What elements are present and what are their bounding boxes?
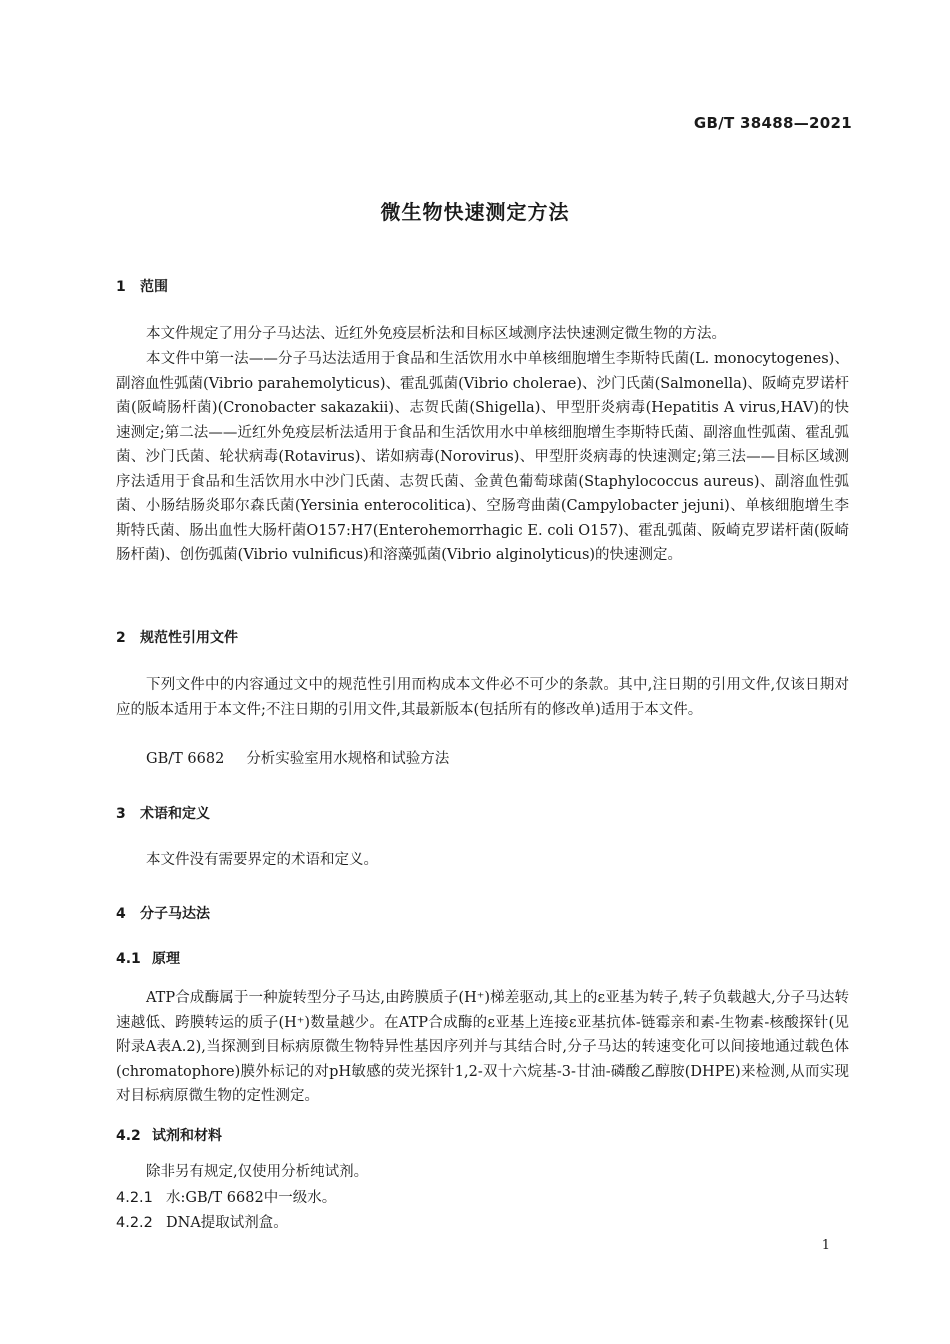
item-number: 4.2.2	[116, 1215, 153, 1231]
item-text: 水:GB/T 6682中一级水。	[166, 1190, 337, 1206]
section-title: 规范性引用文件	[140, 630, 238, 646]
section-1-heading	[116, 276, 168, 296]
section-title: 试剂和材料	[152, 1128, 222, 1144]
section-4-1-paragraph-1: ATP合成酶属于一种旋转型分子马达,由跨膜质子(H⁺)梯差驱动,其上的ε亚基为转子,转子负载越大,分子马达转速越低、跨膜转运的质子(H⁺)数量越少。在ATP合成酶的ε亚基上连接ε亚基抗体-链霉亲和素-生物素-核酸探针(见附录A表A.2),当探测到目标病原微生物特异性基因序列并与其结合时,分子马达的转速变化可以间接地通过载色体(chromatophore)膜外标记的对pH敏感的荧光探针1,2-双十六烷基-3-甘油-磷酸乙醇胺(DHPE)来检测,从而实现对目标病原微生物的定性测定。	[116, 990, 849, 1104]
normative-reference	[116, 747, 849, 772]
section-1-paragraph-2: 本文件中第一法——分子马达法适用于食品和生活饮用水中单核细胞增生李斯特氏菌(L. monocytogenes)、副溶血性弧菌(Vibrio parahemolyticus)、霍乱弧菌(Vibrio cholerae)、沙门氏菌(Salmonella)、阪崎克罗诺杆菌(阪崎肠杆菌)(Cronobacter sakazakii)、志贺氏菌(Shigella)、甲型肝炎病毒(Hepatitis A virus,HAV)的快速测定;第二法——近红外免疫层析法适用于食品和生活饮用水中单核细胞增生李斯特氏菌、副溶血性弧菌、霍乱弧菌、沙门氏菌、轮状病毒(Rotavirus)、诺如病毒(Norovirus)、甲型肝炎病毒的快速测定;第三法——目标区域测序法适用于食品和生活饮用水中沙门氏菌、志贺氏菌、金黄色葡萄球菌(Staphylococcus aureus)、副溶血性弧菌、小肠结肠炎耶尔森氏菌(Yersinia enterocolitica)、空肠弯曲菌(Campylobacter jejuni)、单核细胞增生李斯特氏菌、肠出血性大肠杆菌O157:H7(Enterohemorrhagic E. coli O157)、霍乱弧菌、阪崎克罗诺杆菌(阪崎肠杆菌)、创伤弧菌(Vibrio vulnificus)和溶藻弧菌(Vibrio alginolyticus)的快速测定。	[116, 351, 849, 563]
standard-code: GB/T 38488—2021	[693, 114, 852, 132]
section-number: 2	[116, 630, 126, 646]
section-number: 4.1	[116, 951, 141, 967]
reference-code: GB/T 6682	[146, 751, 225, 767]
section-title: 术语和定义	[140, 806, 210, 822]
section-4-2-heading	[116, 1125, 222, 1145]
list-item	[116, 1211, 288, 1232]
page-number: 1	[821, 1238, 830, 1253]
item-text: DNA提取试剂盒。	[166, 1215, 288, 1231]
item-number: 4.2.1	[116, 1190, 153, 1206]
section-title: 原理	[152, 951, 180, 967]
section-3-paragraph-1: 本文件没有需要界定的术语和定义。	[146, 852, 378, 868]
reference-title: 分析实验室用水规格和试验方法	[246, 751, 450, 767]
section-2-paragraph-1: 下列文件中的内容通过文中的规范性引用而构成本文件必不可少的条款。其中,注日期的引用文件,仅该日期对应的版本适用于本文件;不注日期的引用文件,其最新版本(包括所有的修改单)适用于本文件。	[116, 677, 849, 718]
section-4-heading	[116, 903, 210, 923]
document-title: 微生物快速测定方法	[380, 200, 570, 224]
section-title: 范围	[140, 279, 168, 295]
section-number: 4.2	[116, 1128, 141, 1144]
section-4-2-paragraph-1: 除非另有规定,仅使用分析纯试剂。	[146, 1164, 369, 1180]
section-number: 4	[116, 906, 126, 922]
list-item	[116, 1186, 336, 1207]
section-2-heading	[116, 627, 238, 647]
section-1-paragraph-1: 本文件规定了用分子马达法、近红外免疫层析法和目标区域测序法快速测定微生物的方法。	[146, 326, 726, 342]
section-number: 1	[116, 279, 126, 295]
section-number: 3	[116, 806, 126, 822]
section-title: 分子马达法	[140, 906, 210, 922]
section-4-1-heading	[116, 948, 180, 968]
section-3-heading	[116, 803, 210, 823]
